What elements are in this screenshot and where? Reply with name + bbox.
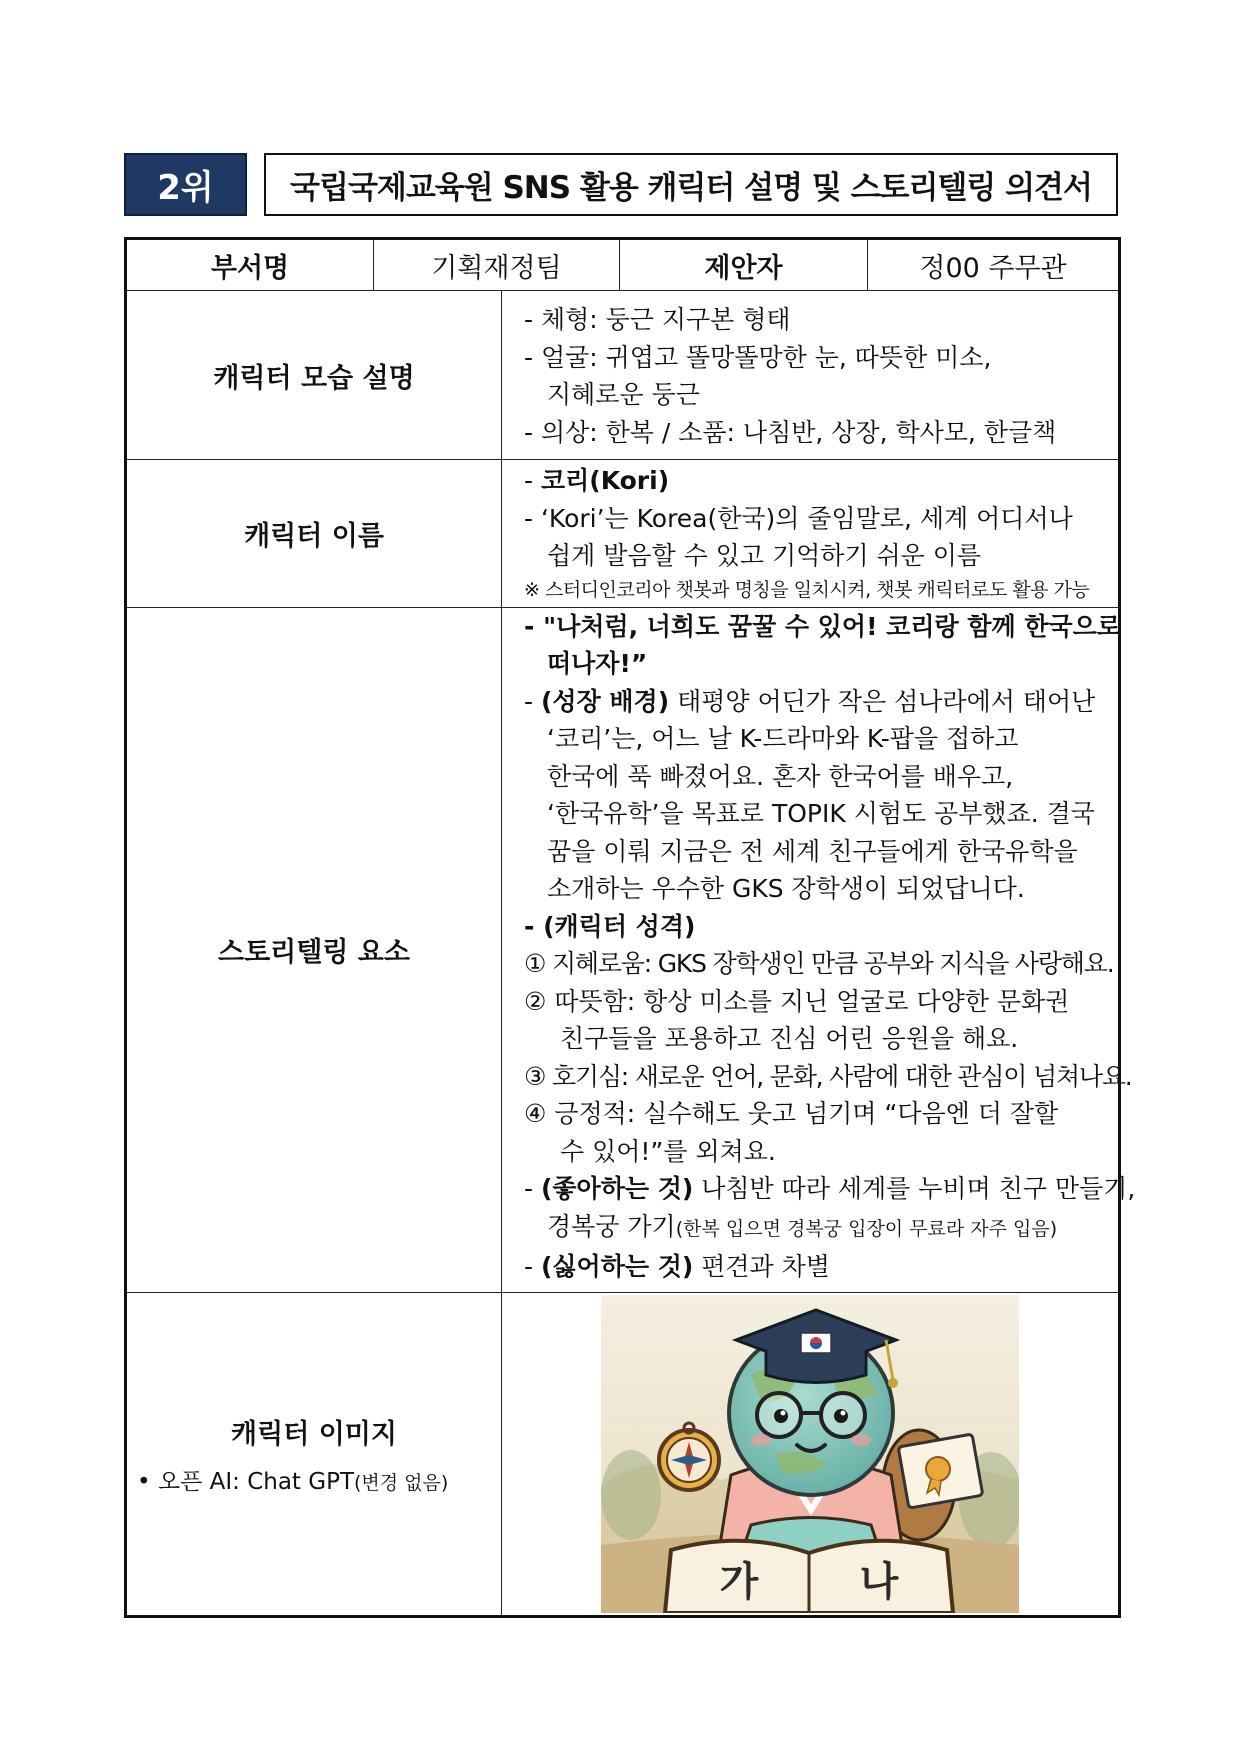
slogan: - "나처럼, 너희도 꿈꿀 수 있어! 코리랑 함께 한국으로 (524, 611, 1121, 641)
book-char-left: 가 (719, 1558, 759, 1605)
rank-badge: 2위 (124, 153, 247, 216)
appearance-label: 캐릭터 모습 설명 (126, 291, 502, 460)
proposer-value: 정00 주무관 (868, 239, 1120, 291)
appearance-row (126, 291, 1120, 460)
image-label: 캐릭터 이미지 (231, 1418, 397, 1450)
document-title: 국립국제교육원 SNS 활용 캐릭터 설명 및 스토리텔링 의견서 (264, 153, 1118, 216)
appearance-line: - 체형: 둥근 지구본 형태 (524, 305, 791, 334)
background-line: ‘한국유학’을 목표로 TOPIK 시험도 공부했죠. 결국 (547, 799, 1095, 828)
personality-item: ④ 긍정적: 실수해도 웃고 넘기며 “다음엔 더 잘할 (524, 1099, 1059, 1128)
name-line: - 코리(Kori) (524, 466, 670, 495)
background-line: 꿈을 이뤄 지금은 전 세계 친구들에게 한국유학을 (547, 836, 1078, 866)
name-desc: 쉽게 발음할 수 있고 기억하기 쉬운 이름 (547, 541, 982, 570)
image-cell (502, 1292, 1120, 1616)
proposal-table (124, 237, 1136, 1618)
personality-item: 수 있어!”를 외쳐요. (560, 1136, 776, 1166)
image-row (126, 1292, 1120, 1616)
appearance-content (502, 291, 1120, 460)
appearance-line: - 얼굴: 귀엽고 똘망똘망한 눈, 따뜻한 미소, (524, 342, 992, 372)
story-row (126, 607, 1120, 1292)
story-label: 스토리텔링 요소 (126, 607, 502, 1292)
dislikes-line: - (싫어하는 것) 편견과 차별 (524, 1252, 830, 1281)
appearance-line: 지혜로운 둥근 (547, 380, 700, 409)
name-desc: - ‘Kori’는 Korea(한국)의 줄임말로, 세계 어디서나 (524, 503, 1073, 533)
likes-line: - (좋아하는 것) 나침반 따라 세계를 누비며 친구 만들기, (524, 1174, 1136, 1203)
background-line: ‘코리’는, 어느 날 K-드라마와 K-팝을 접하고 (547, 724, 1019, 753)
personality-item: ① 지혜로움: GKS 장학생인 만큼 공부와 지식을 사랑해요. (524, 949, 1114, 978)
name-content (502, 460, 1120, 608)
background-line: - (성장 배경) 태평양 어딘가 작은 섬나라에서 태어난 (524, 686, 1096, 716)
name-row (126, 460, 1120, 608)
character-illustration (601, 1295, 1019, 1613)
character-name: 코리(Kori) (540, 466, 670, 495)
story-content (502, 607, 1136, 1292)
slogan: 떠나자!” (547, 649, 648, 678)
personality-item: ② 따뜻함: 항상 미소를 지닌 얼굴로 다양한 문화권 (524, 986, 1070, 1016)
name-note: ※ 스터디인코리아 챗봇과 명칭을 일치시켜, 챗봇 캐릭터로도 활용 가능 (524, 578, 1090, 601)
info-row (126, 239, 1120, 291)
likes-line: 경복궁 가기(한복 입으면 경복궁 입장이 무료라 자주 입음) (547, 1211, 1058, 1241)
proposer-label: 제안자 (620, 239, 868, 291)
book-char-right: 나 (859, 1558, 899, 1605)
image-label-cell (126, 1292, 502, 1616)
background-line: 한국에 푹 빠졌어요. 혼자 한국어를 배우고, (547, 761, 1014, 791)
personality-item: 친구들을 포용하고 진심 어린 응원을 해요. (560, 1024, 1019, 1053)
dept-label: 부서명 (126, 239, 374, 291)
personality-item: ③ 호기심: 새로운 언어, 문화, 사람에 대한 관심이 넘쳐나요. (524, 1061, 1132, 1091)
personality-title: - (캐릭터 성격) (524, 911, 696, 941)
image-tool: • 오픈 AI: Chat GPT(변경 없음) (137, 1468, 449, 1495)
appearance-line: - 의상: 한복 / 소품: 나침반, 상장, 학사모, 한글책 (524, 417, 1057, 447)
background-line: 소개하는 우수한 GKS 장학생이 되었답니다. (547, 874, 1025, 903)
name-label: 캐릭터 이름 (126, 460, 502, 608)
dept-value: 기획재정팀 (374, 239, 620, 291)
